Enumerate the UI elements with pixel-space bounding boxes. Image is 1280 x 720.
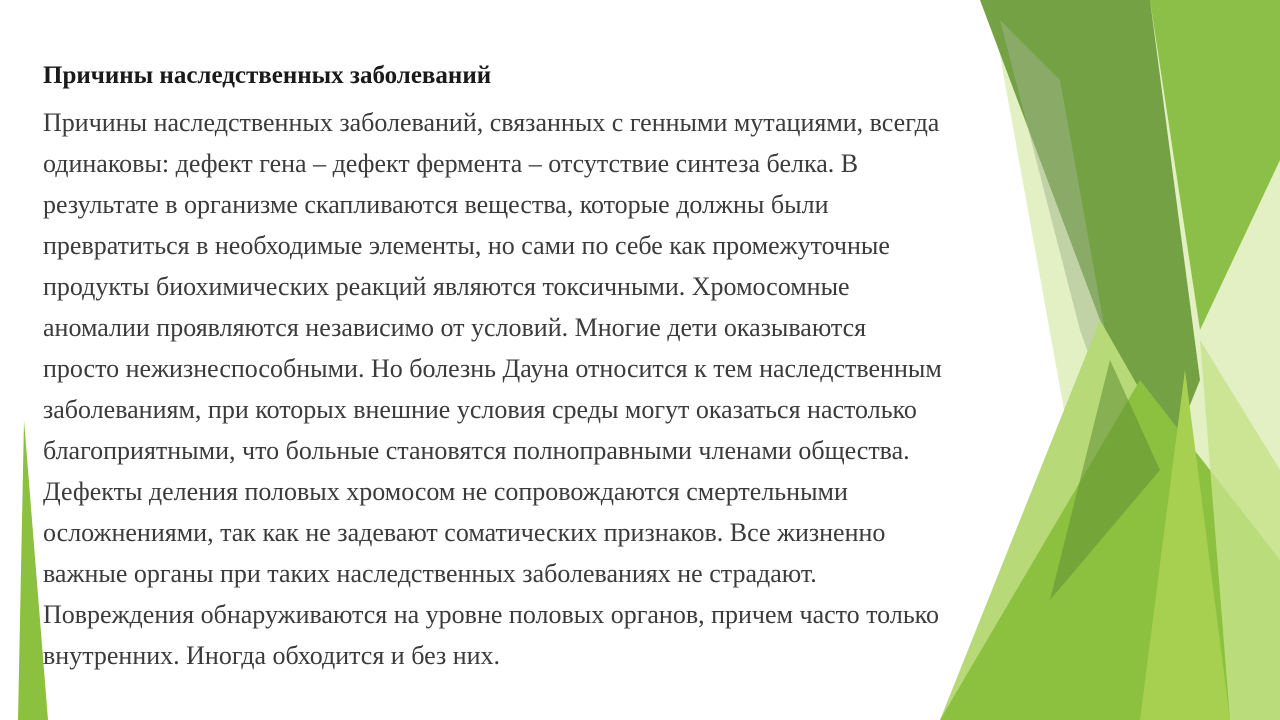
body-line: благоприятными, что больные становятся полноправными членами общества. (43, 436, 910, 465)
body-line: просто нежизнеспособными. Но болезнь Дауна относится к тем наследственным (43, 354, 942, 383)
body-line: Повреждения обнаруживаются на уровне половых органов, причем часто только (43, 600, 939, 629)
body-line: внутренних. Иногда обходится и без них. (43, 641, 501, 670)
body-line: Причины наследственных заболеваний, связанных с генными мутациями, всегда (43, 108, 940, 137)
body-line: превратиться в необходимые элементы, но сами по себе как промежуточные (43, 231, 890, 260)
body-line: результате в организме скапливаются вещества, которые должны были (43, 190, 829, 219)
slide-content (43, 58, 1163, 676)
body-line: аномалии проявляются независимо от условий. Многие дети оказываются (43, 313, 867, 342)
body-line: заболеваниям, при которых внешние условия среды могут оказаться настолько (43, 395, 917, 424)
body-line: Дефекты деления половых хромосом не сопровождаются смертельными (43, 477, 848, 506)
slide-body-text (43, 102, 1163, 676)
body-line: одинаковы: дефект гена – дефект фермента – отсутствие синтеза белка. В (43, 149, 859, 178)
slide-title: Причины наследственных заболеваний (43, 62, 492, 89)
body-line: продукты биохимических реакций являются токсичными. Хромосомные (43, 272, 850, 301)
body-line: важные органы при таких наследственных заболеваниях не страдают. (43, 559, 817, 588)
body-line: осложнениями, так как не задевают соматических признаков. Все жизненно (43, 518, 886, 547)
